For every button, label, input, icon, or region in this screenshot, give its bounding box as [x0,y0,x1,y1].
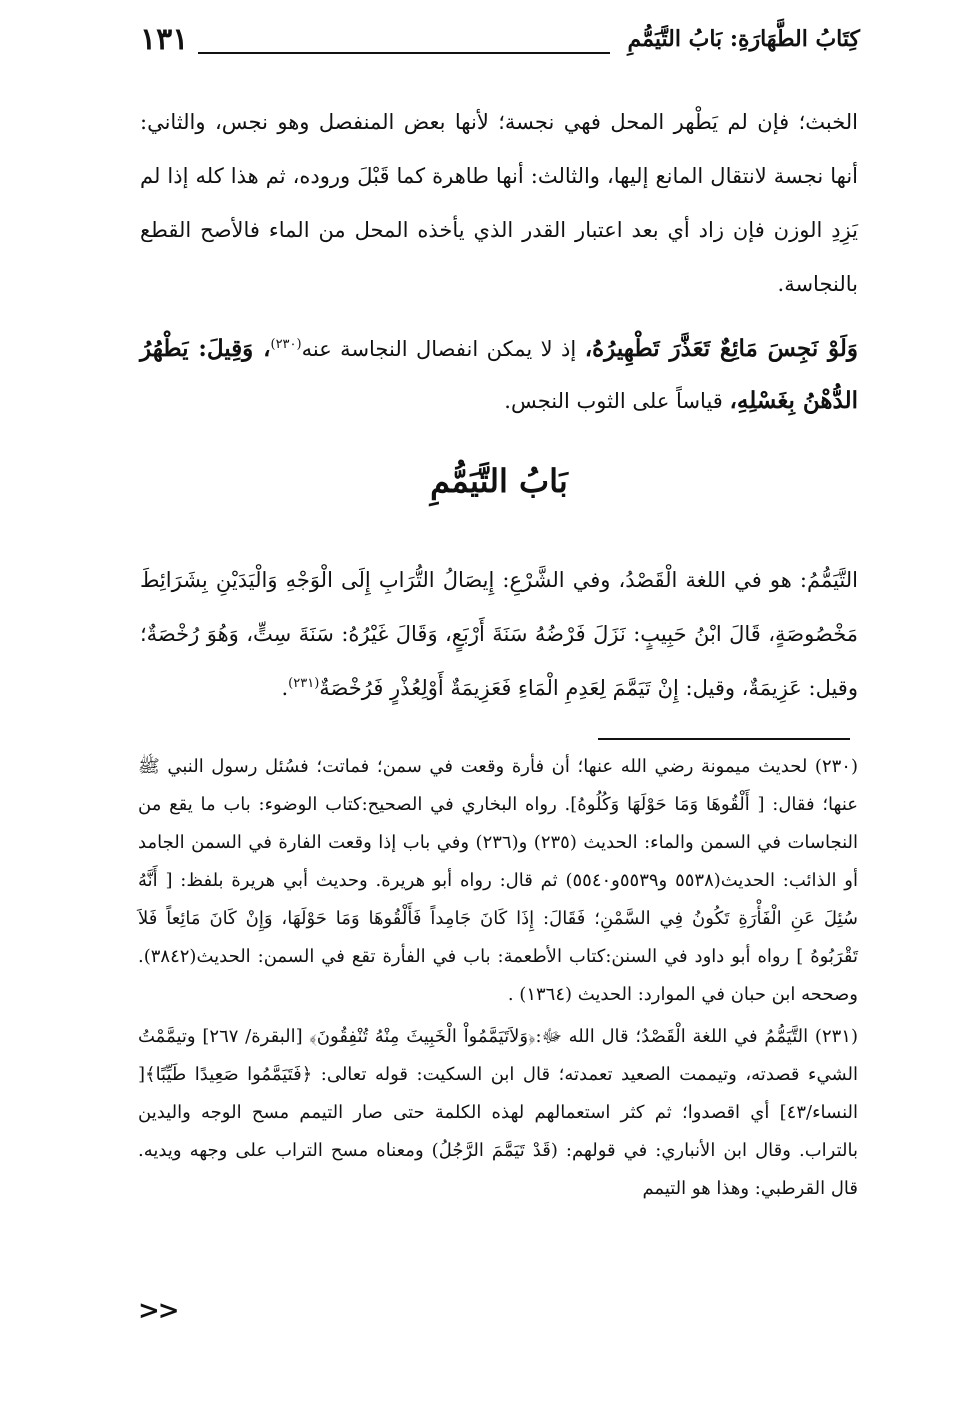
header-rule [198,52,610,54]
page-number: ١٣١ [140,22,189,57]
running-header [140,22,860,62]
section-text-a: التَّيَمُّمُ: هو في اللغة الْقَصْدُ، وفي الشَّرْعِ: إِيصَالُ التُّرَابِ إِلَى الْوَجْهِ وَالْيَدَيْنِ بِشَرَائِطَ مَخْصُوصَةٍ، قَالَ ابْنُ حَبِيبٍ: نَزَلَ فَرْضُهُ سَنَةَ أَرْبَعٍ، وَقَالَ غَيْرُهُ: سَنَةَ سِتٍّ، وَهُوَ رُخْصَةٌ؛ وقيل: عَزِيمَةٌ، وقيل: إِنْ تَيَمَّمَ لِعَدِمِ الْمَاءِ فَعَزِيمَةٌ أَوْلِعُذْرٍ فَرُخْصَةٌ [140,568,858,700]
section-text-b: . [281,676,289,700]
paragraph-1: الخبث؛ فإن لم يَطْهر المحل فهي نجسة؛ لأنها بعض المنفصل وهو نجس، والثاني: أنها نجسة لانتقال المانع إليها، والثالث: أنها طاهرة كما قَبْلَ وروده، ثم هذا كله إذا لم يَزِدِ الوزن فإن زاد أي بعد اعتبار القدر الذي يأخذه المحل من الماء فالأصح القطع بالنجاسة. [140,110,858,296]
matn-text-b: ، وَقِيلَ: يَطْهُرُ الدُّهْنُ بِغَسْلِهِ، [140,335,858,414]
footnote-text: لحديث ميمونة رضي الله عنها؛ أن فأرة وقعت في سمن؛ فماتت؛ فسُئل رسول النبي ﷺ عنها؛ فقال: [ أَلْقُوهَا وَمَا حَوْلَهَا وَكُلُوهُ]. رواه البخاري في الصحيح:كتاب الوضوء: باب ما يقع من النجاسات في السمن والماء: الحديث (٢٣٥) و(٢٣٦) وفي باب إذا وقعت الفارة في السمن الجامد أو الذائب: الحديث(٥٥٣٨ و٥٥٣٩و٥٥٤٠) ثم قال: رواه أبو هريرة. وحديث أبي هريرة بلفظ: [ أَنَّهُ سُئِلَ عَنِ الْفَأْرَةِ تَكُونُ فِي السَّمْنِ؛ فَقَالَ: إِذَا كَانَ جَامِداً فَأَلْقُوهَا وَمَا حَوْلَهَا، وَإِنْ كَانَ مَائِعاً فَلاَ تَقْرَبُوهُ ] رواه أبو داود في السنن:كتاب الأطعمة: باب في الفأرة تقع في السمن: الحديث(٣٨٤٢). وصححه ابن حبان في الموارد: الحديث (١٣٦٤) . [138,756,859,1005]
main-text [140,95,858,427]
footnotes [138,748,858,1208]
chapter-title: بَابُ التَّيَمُّمِ [430,462,568,500]
footnote-230 [138,748,858,1014]
footnote-text: التَّيَمُّمُ في اللغة الْقَصْدُ؛ قال الله ﷻ:﴿وَلاَتَيَمَّمُواْ الْخَبِيثَ مِنْهُ تُنْفِقُونَ﴾ [البقرة/ ٢٦٧] وتيمَّمْتُ الشيء قصدته، وتيممت الصعيد تعمدته؛ قال ابن السكيت: قوله تعالى: ﴿فَتَيَمَّمُوا صَعِيدًا طَيِّبًا﴾[ النساء/٤٣] أي اقصدوا؛ ثم كثر استعمالهم لهذه الكلمة حتى صار التيمم مسح الوجه واليدين بالتراب. وقال ابن الأنباري: في قولهم: (قَدْ تَيَمَّمَ الرَّجُلُ) ومعناه مسح التراب على وجهه ويديه. قال القرطبي: وهذا هو التيمم [138,1026,858,1199]
paragraph-2 [140,323,858,427]
footnotes-rule [598,738,850,740]
footnote-number: (٢٣٠) [814,756,858,777]
chapter-text [140,553,858,715]
footnote-ref-230: (٢٣٠) [270,337,302,352]
footnote-ref-231: (٢٣١) [288,676,320,691]
running-title: كِتَابُ الطَّهَارَةِ: بَابُ التَّيَمُّمِ [627,26,860,52]
footnote-number: (٢٣١) [814,1026,858,1047]
matn-text-a: وَلَوْ نَجِسَ مَائِعٌ تَعَذَّرَ تَطْهِيرُهُ، [584,335,859,362]
paragraph-3 [140,553,858,715]
footnote-231 [138,1018,858,1208]
continuation-mark: << [138,1296,178,1326]
commentary-text-b: قياساً على الثوب النجس. [504,389,730,413]
commentary-text-a: إذ لا يمكن انفصال النجاسة عنه [301,337,585,361]
